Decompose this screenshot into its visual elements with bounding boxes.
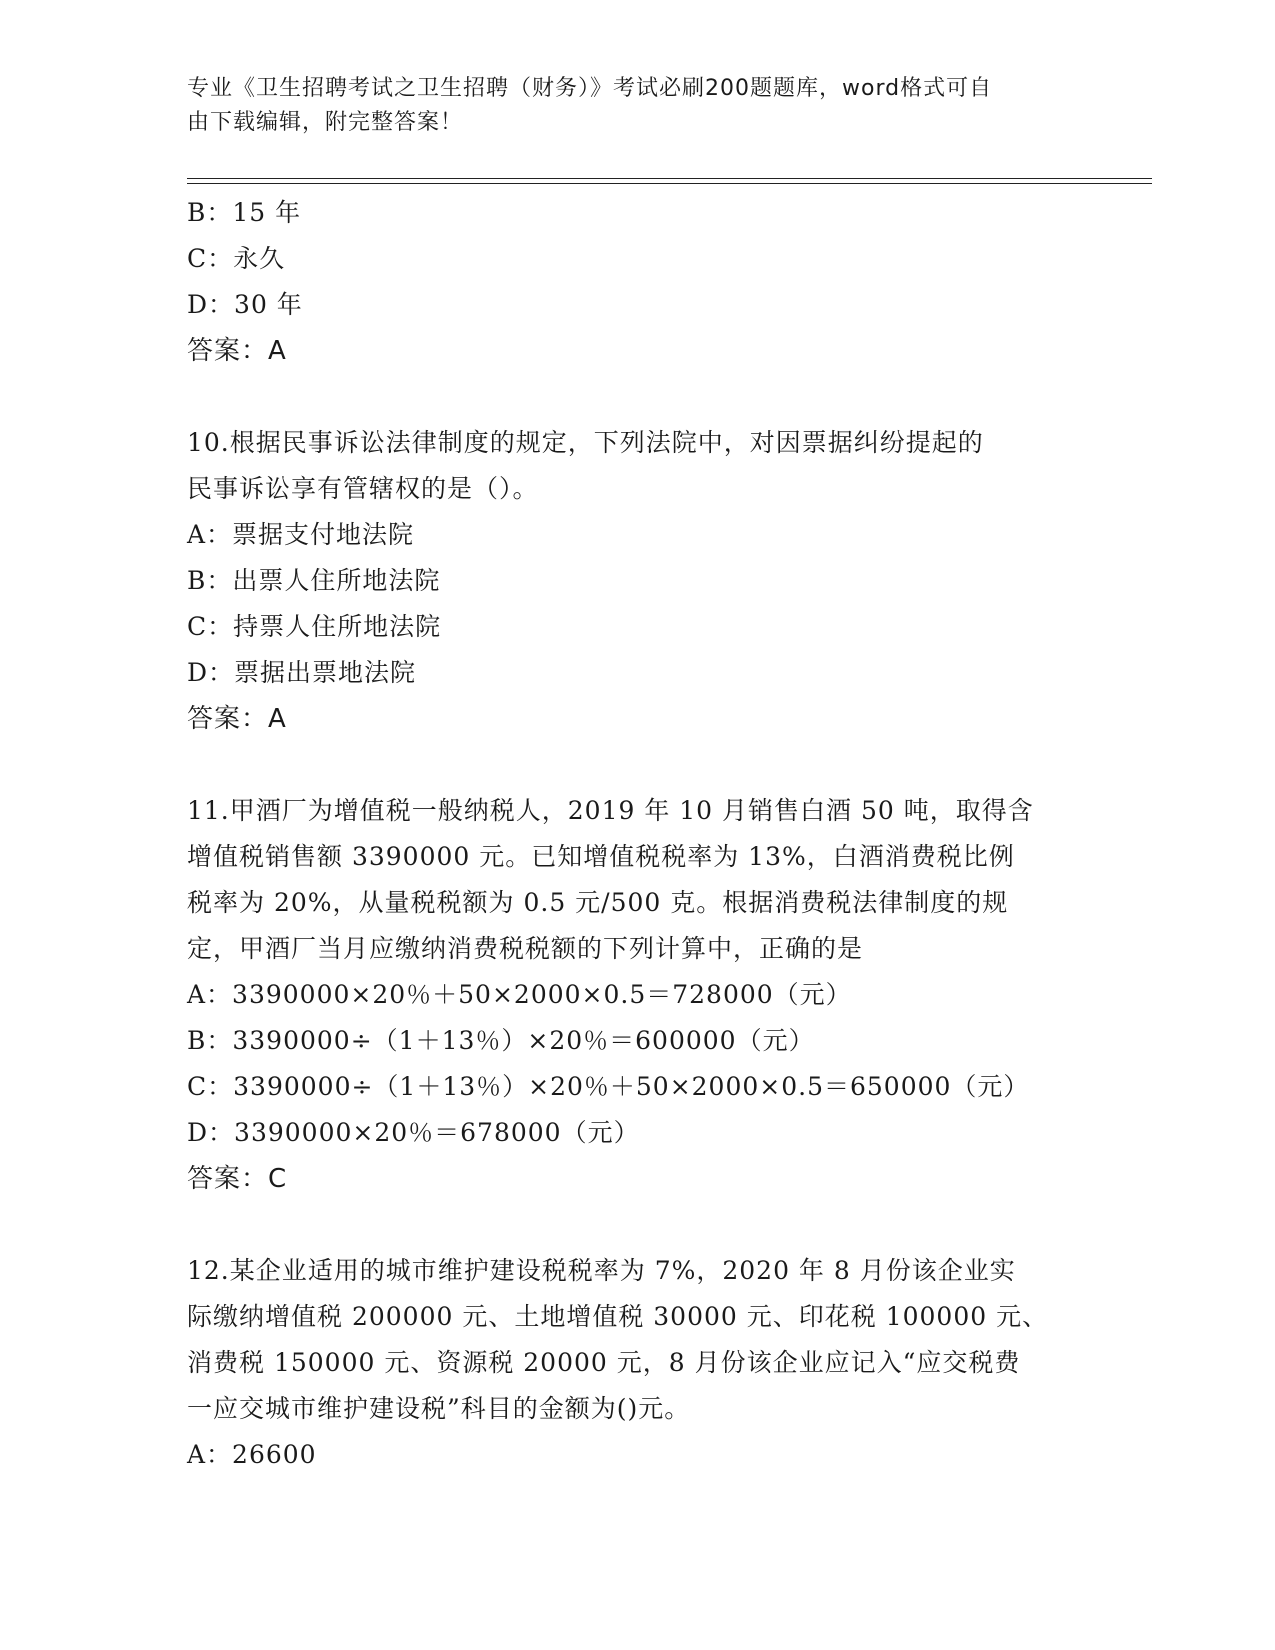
header-line-1: 专业《卫生招聘考试之卫生招聘（财务）》考试必刷200题题库，word格式可自 (187, 76, 993, 101)
option-a: A：票据支付地法院 (187, 520, 415, 549)
question-stem: 际缴纳增值税 200000 元、土地增值税 30000 元、印花税 100000 元、 (187, 1302, 1049, 1331)
question-12 (187, 1248, 1087, 1478)
header-line-2: 由下载编辑，附完整答案！ (187, 110, 464, 135)
option-b: B：出票人住所地法院 (187, 566, 441, 595)
question-11 (187, 788, 1087, 1202)
document-body (187, 190, 1087, 1478)
option-b: B：15 年 (187, 198, 302, 227)
answer: 答案：A (187, 704, 287, 734)
option-c: C：永久 (187, 244, 286, 273)
option-d: D：票据出票地法院 (187, 658, 417, 687)
question-stem: 一应交城市维护建设税”科目的金额为()元。 (187, 1394, 691, 1423)
header-rule-top (187, 178, 1152, 179)
question-stem: 10.根据民事诉讼法律制度的规定，下列法院中，对因票据纠纷提起的 (187, 428, 984, 457)
option-b: B：3390000÷（1＋13％）×20％＝600000（元） (187, 1026, 815, 1055)
option-a: A：3390000×20％＋50×2000×0.5＝728000（元） (187, 980, 852, 1009)
question-10 (187, 420, 1087, 742)
question-stem: 12.某企业适用的城市维护建设税税率为 7%，2020 年 8 月份该企业实 (187, 1256, 1016, 1285)
question-stem: 增值税销售额 3390000 元。已知增值税税率为 13%，白酒消费税比例 (187, 842, 1015, 871)
question-stem: 民事诉讼享有管辖权的是（）。 (187, 474, 539, 503)
answer: 答案：A (187, 336, 287, 366)
question-stem: 消费税 150000 元、资源税 20000 元，8 月份该企业应记入“应交税费 (187, 1348, 1021, 1377)
header-rule-bottom (187, 183, 1152, 184)
question-stem: 11.甲酒厂为增值税一般纳税人，2019 年 10 月销售白酒 50 吨，取得含 (187, 796, 1034, 825)
option-d: D：30 年 (187, 290, 303, 319)
option-a: A：26600 (187, 1440, 317, 1469)
question-stem: 税率为 20%，从量税税额为 0.5 元/500 克。根据消费税法律制度的规 (187, 888, 1009, 917)
document-header (187, 72, 1067, 140)
option-c: C：3390000÷（1＋13％）×20％＋50×2000×0.5＝650000（元） (187, 1072, 1030, 1101)
question-stem: 定，甲酒厂当月应缴纳消费税税额的下列计算中，正确的是 (187, 934, 864, 963)
question-9 (187, 190, 1087, 374)
answer: 答案：C (187, 1164, 288, 1194)
option-d: D：3390000×20％＝678000（元） (187, 1118, 640, 1147)
option-c: C：持票人住所地法院 (187, 612, 442, 641)
